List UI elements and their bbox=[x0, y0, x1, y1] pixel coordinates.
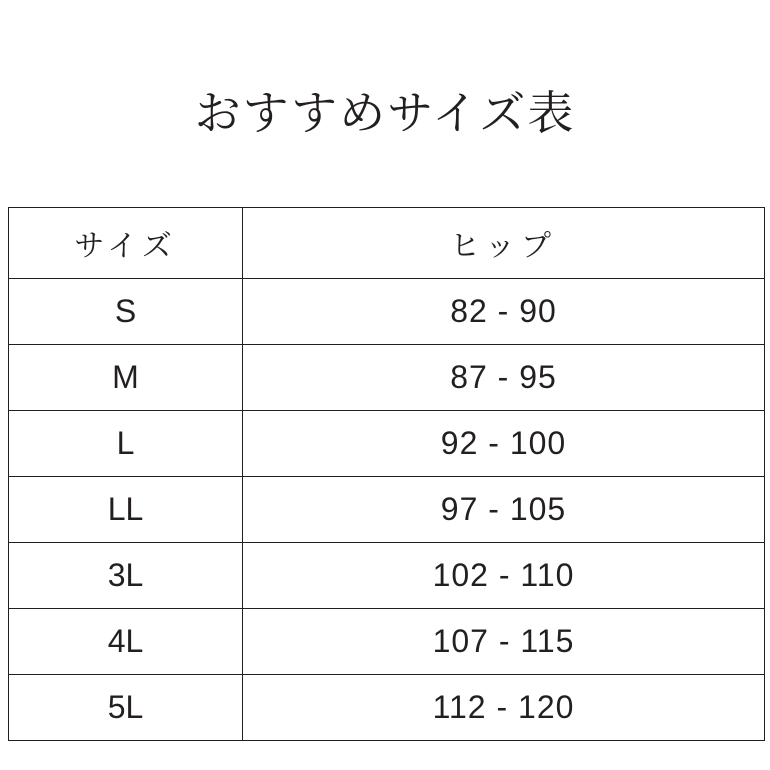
cell-size: L bbox=[9, 411, 243, 477]
cell-hip: 82 - 90 bbox=[243, 279, 765, 345]
cell-size: M bbox=[9, 345, 243, 411]
cell-hip: 97 - 105 bbox=[243, 477, 765, 543]
table-row bbox=[9, 477, 765, 543]
table-header-row bbox=[9, 208, 765, 279]
cell-hip: 107 - 115 bbox=[243, 609, 765, 675]
cell-hip: 92 - 100 bbox=[243, 411, 765, 477]
header-cell-hip: ヒップ bbox=[243, 208, 765, 279]
header-cell-size: サイズ bbox=[9, 208, 243, 279]
cell-hip: 102 - 110 bbox=[243, 543, 765, 609]
table-row bbox=[9, 543, 765, 609]
page-title: おすすめサイズ表 bbox=[194, 87, 576, 139]
cell-size: 5L bbox=[9, 675, 243, 741]
size-table bbox=[8, 207, 765, 741]
table-row bbox=[9, 411, 765, 477]
table-row bbox=[9, 279, 765, 345]
cell-size: 4L bbox=[9, 609, 243, 675]
cell-size: 3L bbox=[9, 543, 243, 609]
table-row bbox=[9, 609, 765, 675]
cell-size: LL bbox=[9, 477, 243, 543]
cell-hip: 112 - 120 bbox=[243, 675, 765, 741]
cell-hip: 87 - 95 bbox=[243, 345, 765, 411]
cell-size: S bbox=[9, 279, 243, 345]
table-row bbox=[9, 345, 765, 411]
table-row bbox=[9, 675, 765, 741]
size-table-body bbox=[9, 208, 765, 741]
